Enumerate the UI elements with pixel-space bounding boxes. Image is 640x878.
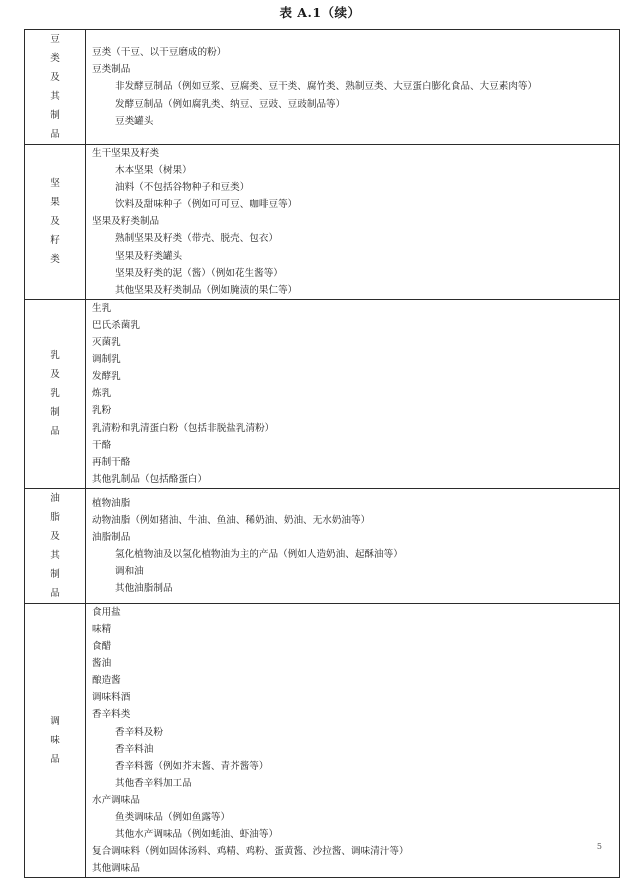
list-item: 生干坚果及籽类 [92,148,160,159]
list-item: 香辛料酱（例如芥末酱、青芥酱等） [115,760,269,772]
table-row [25,30,620,145]
list-item: 鱼类调味品（例如鱼露等） [115,812,231,823]
list-item: 炼乳 [92,388,112,400]
list-item: 熟制坚果及籽类（带壳、脱壳、包衣） [115,233,279,245]
list-item: 香辛料油 [115,743,154,755]
list-item: 调味料酒 [92,692,131,704]
list-item: 油料（不包括谷物种子和豆类） [115,182,250,194]
items-cell [86,603,620,878]
list-item: 其他调味品 [92,863,140,875]
list-item: 干酪 [92,439,112,451]
category-cell [25,145,86,300]
list-item: 香辛料及粉 [115,726,163,738]
list-item: 油脂制品 [92,531,131,543]
list-item: 灭菌乳 [92,337,121,349]
category-cell [25,488,86,603]
list-item: 木本坚果（树果） [115,165,192,177]
list-item: 坚果及籽类的泥（酱）（例如花生酱等） [115,267,283,279]
table-row [25,488,620,603]
list-item: 酱油 [92,658,112,670]
table-row [25,145,620,300]
list-item: 其他油脂制品 [115,583,173,595]
category-label: 调 味 品 [50,716,60,766]
list-item: 植物油脂 [92,497,131,509]
list-item: 调和油 [115,565,144,577]
list-item: 复合调味料（例如固体汤料、鸡精、鸡粉、蛋黄酱、沙拉酱、调味清汁等） [92,846,409,858]
list-item: 饮料及甜味种子（例如可可豆、咖啡豆等） [115,199,298,211]
category-cell [25,30,86,145]
page-number: 5 [596,842,602,851]
list-item: 动物油脂（例如猪油、牛油、鱼油、稀奶油、奶油、无水奶油等） [92,514,371,526]
list-item: 其他香辛料加工品 [115,777,192,789]
list-item: 发酵乳 [92,371,121,383]
items-cell [86,145,620,300]
category-label: 油 脂 及 其 制 品 [50,492,60,599]
list-item: 豆类制品 [92,64,131,76]
list-item: 其他水产调味品（例如蚝油、虾油等） [115,829,279,841]
list-item: 香辛料类 [92,709,131,721]
list-item: 再制干酪 [92,456,131,468]
list-item: 食用盐 [92,606,121,618]
category-label: 坚 果 及 籽 类 [50,178,60,266]
table-row [25,299,620,488]
list-item: 氢化植物油及以氢化植物油为主的产品（例如人造奶油、起酥油等） [115,548,403,560]
table-caption: 表 A.1（续） [279,5,361,20]
list-item: 乳清粉和乳清蛋白粉（包括非脱盐乳清粉） [92,422,275,434]
list-item: 豆类罐头 [115,115,154,127]
list-item: 酿造酱 [92,675,121,687]
list-item: 味精 [92,623,112,635]
category-cell [25,299,86,488]
category-label: 豆 类 及 其 制 品 [50,34,60,140]
list-item: 其他坚果及籽类制品（例如腌渍的果仁等） [115,284,298,296]
list-item: 非发酵豆制品（例如豆浆、豆腐类、豆干类、腐竹类、熟制豆类、大豆蛋白膨化食品、大豆素肉等） [115,81,538,93]
list-item: 其他乳制品（包括酪蛋白） [92,473,208,485]
list-item: 水产调味品 [92,794,140,806]
items-cell [86,299,620,488]
items-cell [86,488,620,603]
list-item: 调制乳 [92,354,121,366]
items-cell [86,30,620,145]
list-item: 发酵豆制品（例如腐乳类、纳豆、豆豉、豆豉制品等） [115,98,346,110]
list-item: 生乳 [92,302,112,314]
food-category-table [24,29,620,878]
table-row [25,603,620,878]
list-item: 食醋 [92,641,112,653]
list-item: 豆类（干豆、以干豆磨成的粉） [92,47,227,59]
list-item: 巴氏杀菌乳 [92,319,140,331]
list-item: 坚果及籽类罐头 [115,250,183,262]
list-item: 乳粉 [92,405,112,417]
category-label: 乳 及 乳 制 品 [50,350,60,438]
category-cell [25,603,86,878]
list-item: 坚果及籽类制品 [92,216,160,228]
table-body [25,30,620,878]
